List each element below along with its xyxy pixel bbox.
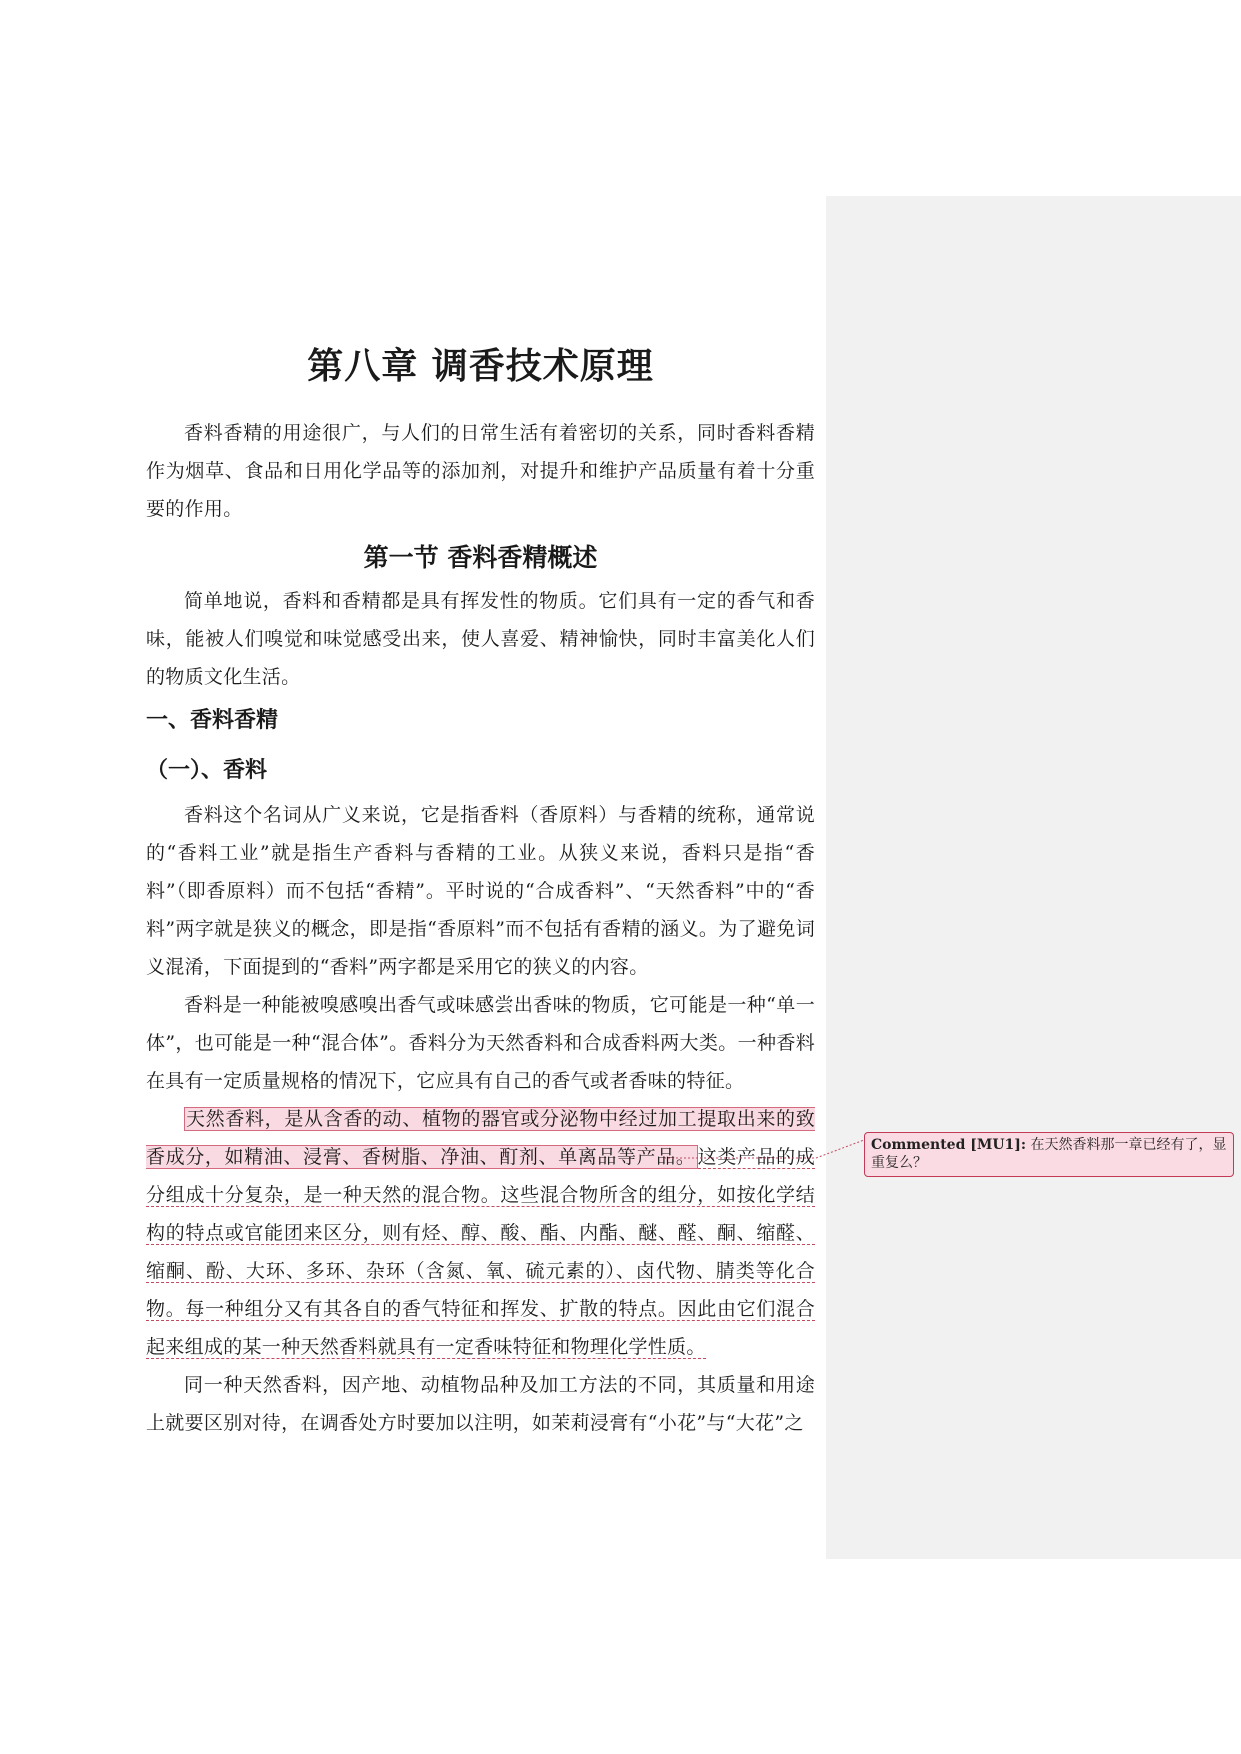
section-intro-paragraph: 简单地说，香料和香精都是具有挥发性的物质。它们具有一定的香气和香味，能被人们嗅觉和味觉感受出来，使人喜爱、精神愉快，同时丰富美化人们的物质文化生活。 (146, 590, 815, 688)
comment-text: 在天然香料那一章已经有了，显重复么？ (871, 1137, 1227, 1171)
paragraph-2: 香料是一种能被嗅感嗅出香气或味感尝出香味的物质，它可能是一种“单一体”，也可能是一种“混合体”。香料分为天然香料和合成香料两大类。一种香料在具有一定质量规格的情况下，它应具有自己的香气或者香味的特征。 (146, 994, 815, 1092)
commented-text-highlight[interactable]: 天然香料，是从含香的动、植物的器官或分泌物中经过加工提取出来的致香成分，如精油、浸膏、香树脂、净油、酊剂、单离品等产品。 (146, 1108, 815, 1168)
comment-author-label: Commented [MU1]: (871, 1137, 1027, 1153)
intro-paragraph: 香料香精的用途很广，与人们的日常生活有着密切的关系，同时香料香精作为烟草、食品和日用化学品等的添加剂，对提升和维护产品质量有着十分重要的作用。 (146, 422, 815, 520)
paragraph-3-continuation: 这类产品的成分组成十分复杂，是一种天然的混合物。这些混合物所含的组分，如按化学结构的特点或官能团来区分，则有烃、醇、酸、酯、内酯、醚、醛、酮、缩醛、缩酮、酚、大环、多环、杂环（含氮、氧、硫元素的）、卤代物、腈类等化合物。每一种组分又有其各自的香气特征和挥发、扩散的特点。因此由它们混合起来组成的某一种天然香料就具有一定香味特征和物理化学性质。 (146, 1146, 815, 1358)
section-title: 第一节 香料香精概述 (363, 543, 598, 572)
heading-level-1: 一、香料香精 (146, 707, 279, 733)
chapter-title: 第八章 调香技术原理 (307, 345, 654, 387)
heading-level-2: （一）、香料 (146, 757, 268, 783)
comment-pane (826, 196, 1241, 1559)
paragraph-1: 香料这个名词从广义来说，它是指香料（香原料）与香精的统称，通常说的“香料工业”就是指生产香料与香精的工业。从狭义来说，香料只是指“香料”（即香原料）而不包括“香精”。平时说的“合成香料”、“天然香料”中的“香料”两字就是狭义的概念，即是指“香原料”而不包括有香精的涵义。为了避免词义混淆，下面提到的“香料”两字都是采用它的狭义的内容。 (146, 804, 815, 978)
paragraph-4: 同一种天然香料，因产地、动植物品种及加工方法的不同，其质量和用途上就要区别对待，在调香处方时要加以注明，如茉莉浸膏有“小花”与“大花”之 (146, 1374, 815, 1434)
document-body (146, 330, 815, 1442)
paragraph-3 (146, 1100, 815, 1366)
comment-balloon[interactable] (864, 1132, 1234, 1177)
